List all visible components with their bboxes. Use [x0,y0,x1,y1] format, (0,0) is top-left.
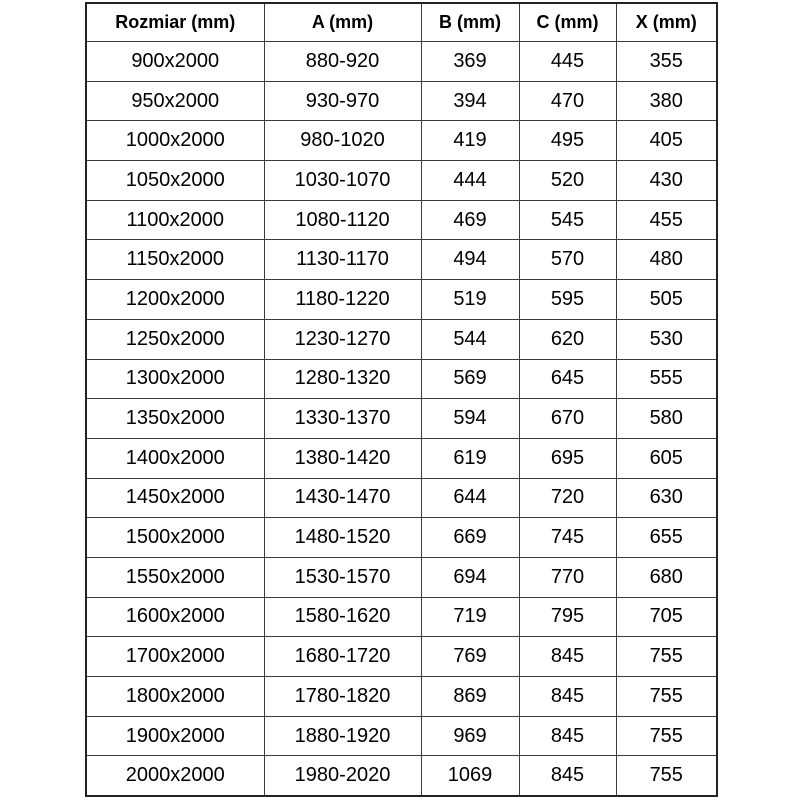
table-cell: 645 [519,359,616,399]
table-cell: 1680-1720 [264,637,421,677]
table-cell: 619 [421,438,519,478]
table-cell: 1450x2000 [86,478,264,518]
size-spec-table-container [85,2,716,797]
table-cell: 1130-1170 [264,240,421,280]
column-header: Rozmiar (mm) [86,3,264,42]
table-row [86,240,717,280]
table-cell: 2000x2000 [86,756,264,796]
table-cell: 720 [519,478,616,518]
table-cell: 1580-1620 [264,597,421,637]
table-cell: 1069 [421,756,519,796]
table-row [86,597,717,637]
size-spec-table [85,2,718,797]
table-cell: 670 [519,399,616,439]
table-cell: 1100x2000 [86,200,264,240]
table-cell: 755 [616,677,717,717]
table-cell: 569 [421,359,519,399]
table-cell: 1030-1070 [264,161,421,201]
table-row [86,319,717,359]
table-cell: 470 [519,81,616,121]
table-cell: 605 [616,438,717,478]
column-header: A (mm) [264,3,421,42]
table-cell: 1500x2000 [86,518,264,558]
table-cell: 1880-1920 [264,716,421,756]
table-cell: 369 [421,42,519,82]
table-row [86,478,717,518]
table-row [86,438,717,478]
table-cell: 655 [616,518,717,558]
table-row [86,280,717,320]
table-cell: 795 [519,597,616,637]
table-row [86,42,717,82]
table-cell: 630 [616,478,717,518]
table-cell: 1000x2000 [86,121,264,161]
table-row [86,359,717,399]
table-cell: 755 [616,716,717,756]
table-cell: 669 [421,518,519,558]
table-cell: 705 [616,597,717,637]
table-cell: 980-1020 [264,121,421,161]
table-row [86,677,717,717]
table-cell: 1430-1470 [264,478,421,518]
table-cell: 405 [616,121,717,161]
table-cell: 530 [616,319,717,359]
table-cell: 594 [421,399,519,439]
table-cell: 1280-1320 [264,359,421,399]
table-cell: 845 [519,716,616,756]
table-cell: 1550x2000 [86,557,264,597]
table-cell: 644 [421,478,519,518]
table-cell: 755 [616,756,717,796]
table-cell: 495 [519,121,616,161]
table-cell: 544 [421,319,519,359]
table-cell: 755 [616,637,717,677]
table-cell: 519 [421,280,519,320]
table-cell: 355 [616,42,717,82]
table-row [86,557,717,597]
table-cell: 1330-1370 [264,399,421,439]
table-cell: 1050x2000 [86,161,264,201]
table-row [86,756,717,796]
table-row [86,518,717,558]
table-cell: 1480-1520 [264,518,421,558]
column-header: B (mm) [421,3,519,42]
table-cell: 1780-1820 [264,677,421,717]
table-cell: 1980-2020 [264,756,421,796]
table-row [86,716,717,756]
table-cell: 845 [519,637,616,677]
table-cell: 1230-1270 [264,319,421,359]
table-row [86,161,717,201]
table-cell: 1300x2000 [86,359,264,399]
table-cell: 394 [421,81,519,121]
table-cell: 580 [616,399,717,439]
table-cell: 1900x2000 [86,716,264,756]
table-cell: 900x2000 [86,42,264,82]
table-cell: 555 [616,359,717,399]
table-cell: 1180-1220 [264,280,421,320]
table-cell: 1530-1570 [264,557,421,597]
table-cell: 1380-1420 [264,438,421,478]
table-cell: 1350x2000 [86,399,264,439]
table-cell: 494 [421,240,519,280]
table-cell: 869 [421,677,519,717]
table-row [86,121,717,161]
table-cell: 950x2000 [86,81,264,121]
table-row [86,200,717,240]
table-cell: 419 [421,121,519,161]
table-row [86,81,717,121]
table-cell: 444 [421,161,519,201]
table-cell: 680 [616,557,717,597]
table-cell: 469 [421,200,519,240]
table-cell: 1080-1120 [264,200,421,240]
column-header: X (mm) [616,3,717,42]
table-cell: 1200x2000 [86,280,264,320]
table-cell: 380 [616,81,717,121]
table-cell: 430 [616,161,717,201]
table-cell: 745 [519,518,616,558]
table-cell: 620 [519,319,616,359]
table-cell: 845 [519,677,616,717]
table-row [86,637,717,677]
table-cell: 505 [616,280,717,320]
table-cell: 1400x2000 [86,438,264,478]
table-cell: 480 [616,240,717,280]
table-body [86,42,717,797]
table-cell: 694 [421,557,519,597]
table-cell: 695 [519,438,616,478]
column-header: C (mm) [519,3,616,42]
table-cell: 1250x2000 [86,319,264,359]
table-cell: 455 [616,200,717,240]
table-cell: 1700x2000 [86,637,264,677]
table-cell: 1150x2000 [86,240,264,280]
table-cell: 769 [421,637,519,677]
table-cell: 880-920 [264,42,421,82]
table-cell: 445 [519,42,616,82]
table-cell: 930-970 [264,81,421,121]
table-cell: 845 [519,756,616,796]
table-cell: 969 [421,716,519,756]
table-cell: 1600x2000 [86,597,264,637]
table-cell: 570 [519,240,616,280]
header-row [86,3,717,42]
table-cell: 595 [519,280,616,320]
table-cell: 520 [519,161,616,201]
table-cell: 1800x2000 [86,677,264,717]
table-cell: 770 [519,557,616,597]
table-cell: 545 [519,200,616,240]
table-row [86,399,717,439]
table-cell: 719 [421,597,519,637]
